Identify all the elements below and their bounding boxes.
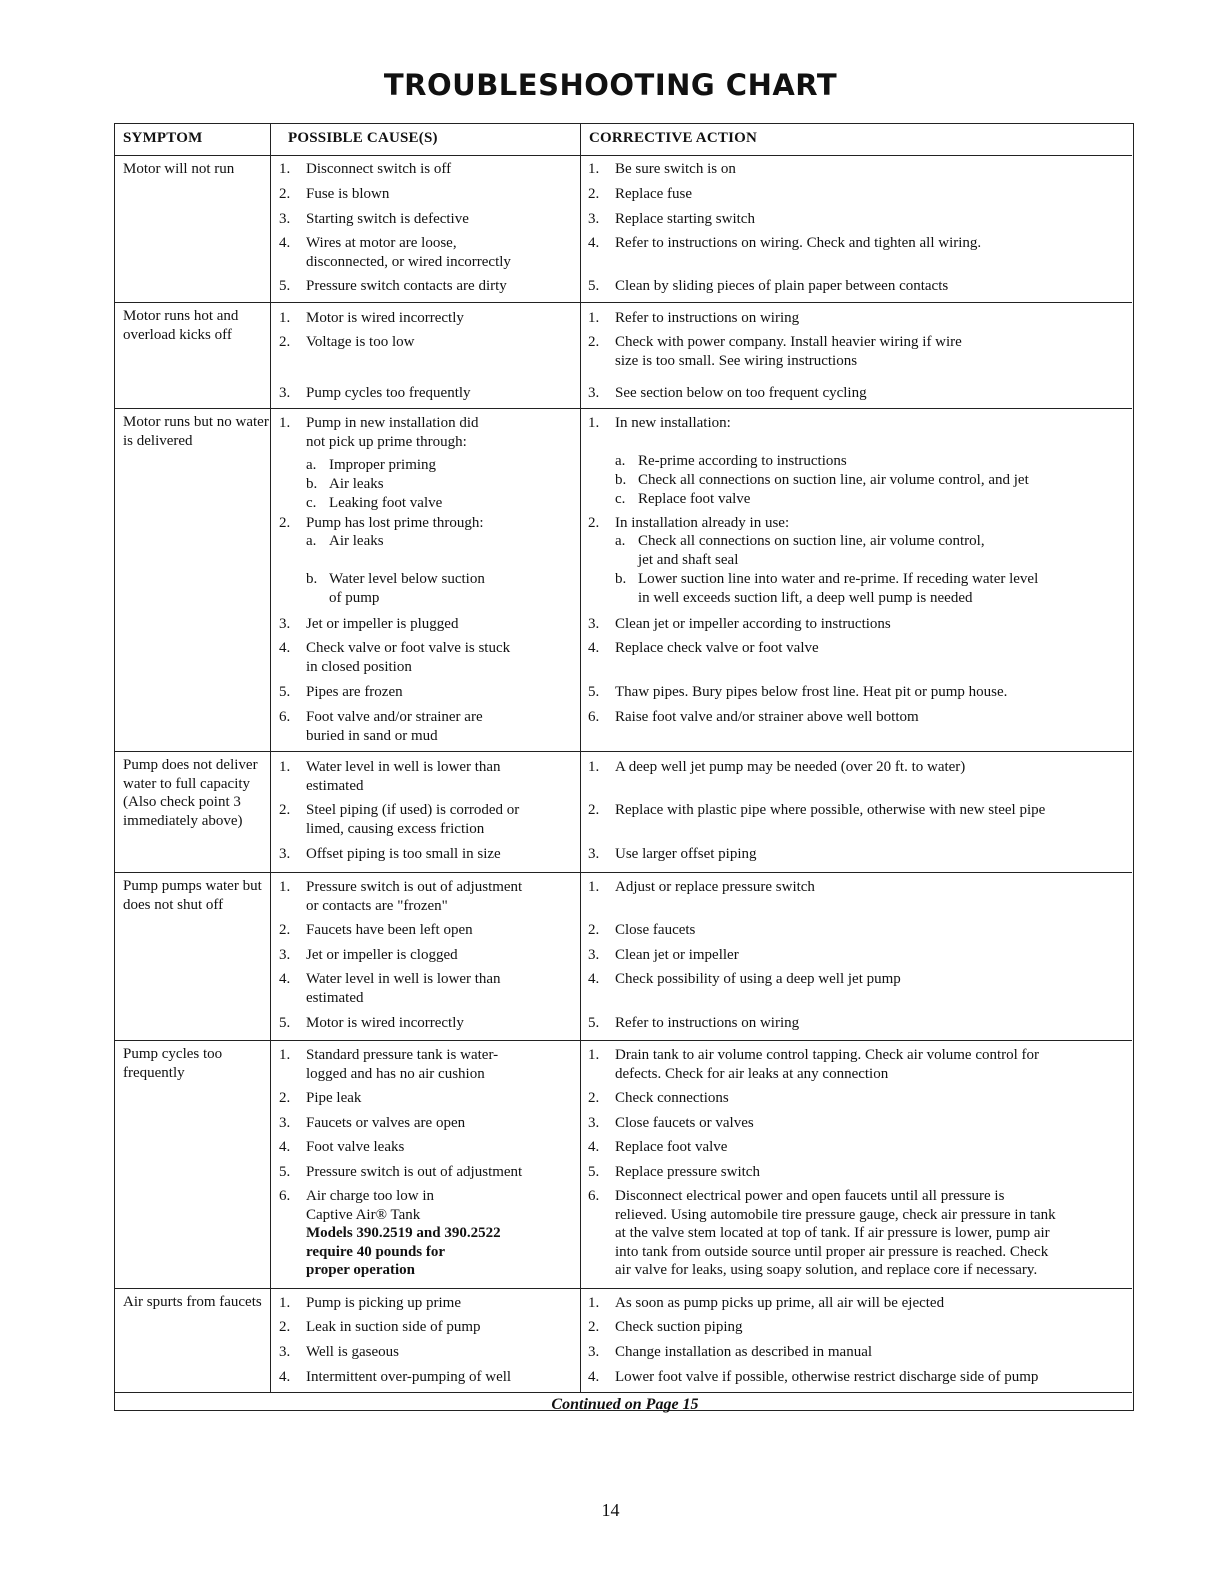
item-number: 6. [279, 709, 291, 725]
item-text: Foot valve leaks [306, 1139, 405, 1155]
item-text: Pressure switch is out of adjustment or contacts are "frozen" [306, 879, 523, 914]
item-text: Check connections [615, 1090, 729, 1106]
item-number: 4. [279, 971, 291, 987]
item-number: 3. [588, 846, 600, 862]
item-number: 1. [588, 1047, 600, 1063]
item-text: See section below on too frequent cycling [615, 385, 867, 401]
item-number: 2. [588, 802, 600, 818]
sub-letter: a. [306, 457, 317, 473]
item-number: 1. [279, 1295, 291, 1311]
sub-text: Improper priming [329, 457, 437, 473]
item-number: 1. [279, 759, 291, 775]
row-divider [115, 408, 1132, 409]
item-number: 6. [588, 1188, 600, 1204]
row-divider [115, 1040, 1132, 1041]
item-number: 3. [279, 385, 291, 401]
item-text: Pressure switch is out of adjustment [306, 1164, 523, 1180]
item-number: 6. [588, 709, 600, 725]
sub-letter: c. [306, 495, 317, 511]
item-text: Air charge too low in Captive Air® Tank [306, 1188, 435, 1223]
symptom-cell: Air spurts from faucets [123, 1294, 262, 1310]
item-number: 4. [588, 1369, 600, 1385]
item-text: Replace check valve or foot valve [615, 640, 819, 656]
item-number: 2. [279, 1319, 291, 1335]
item-number: 5. [279, 278, 291, 294]
item-text: Replace pressure switch [615, 1164, 760, 1180]
item-number: 5. [588, 684, 600, 700]
item-number: 4. [588, 640, 600, 656]
item-text: Pipes are frozen [306, 684, 403, 700]
item-text: Disconnect switch is off [306, 161, 452, 177]
symptom-cell: Pump cycles too frequently [123, 1046, 223, 1081]
item-number: 5. [588, 1015, 600, 1031]
row-divider [115, 302, 1132, 303]
sub-letter: b. [306, 476, 318, 492]
model-note: Models 390.2519 and 390.2522 require 40 pounds for proper operation [306, 1225, 501, 1278]
item-number: 1. [588, 161, 600, 177]
item-text: Pressure switch contacts are dirty [306, 278, 507, 294]
item-number: 1. [279, 161, 291, 177]
item-number: 6. [279, 1188, 291, 1204]
sub-text: Air leaks [329, 533, 384, 549]
item-text: As soon as pump picks up prime, all air will be ejected [615, 1295, 945, 1311]
item-text: Well is gaseous [306, 1344, 399, 1360]
symptom-cell: Pump pumps water but does not shut off [123, 878, 262, 913]
item-text: Close faucets [615, 922, 696, 938]
item-number: 1. [588, 310, 600, 326]
item-text: Foot valve and/or strainer are buried in sand or mud [306, 709, 483, 744]
item-text: Change installation as described in manual [615, 1344, 873, 1360]
item-number: 2. [279, 802, 291, 818]
item-text: Replace fuse [615, 186, 693, 202]
sub-text: Check all connections on suction line, air volume control, and jet [638, 472, 1029, 488]
item-text: Replace starting switch [615, 211, 755, 227]
item-text: In new installation: [615, 415, 731, 431]
item-text: Clean jet or impeller according to instructions [615, 616, 891, 632]
item-number: 2. [588, 334, 600, 350]
item-text: Intermittent over-pumping of well [306, 1369, 512, 1385]
item-text: Steel piping (if used) is corroded or limed, causing excess friction [306, 802, 520, 837]
item-text: Close faucets or valves [615, 1115, 754, 1131]
item-number: 2. [588, 186, 600, 202]
item-number: 4. [279, 1369, 291, 1385]
item-number: 5. [279, 1164, 291, 1180]
row-divider [115, 155, 1132, 156]
item-text: Faucets or valves are open [306, 1115, 466, 1131]
page-title: TROUBLESHOOTING CHART [383, 68, 838, 102]
item-number: 1. [279, 879, 291, 895]
item-text: Pump has lost prime through: [306, 515, 484, 531]
sub-letter: b. [615, 472, 627, 488]
item-text: Raise foot valve and/or strainer above well bottom [615, 709, 919, 725]
item-text: Adjust or replace pressure switch [615, 879, 815, 895]
symptom-cell: Motor runs but no water is delivered [123, 414, 269, 449]
item-number: 2. [588, 1090, 600, 1106]
item-number: 4. [279, 235, 291, 251]
item-text: Motor is wired incorrectly [306, 310, 464, 326]
sub-text: Leaking foot valve [329, 495, 443, 511]
item-text: Pipe leak [306, 1090, 362, 1106]
item-number: 2. [279, 1090, 291, 1106]
item-number: 1. [588, 879, 600, 895]
sub-letter: c. [615, 491, 626, 507]
item-number: 1. [279, 1047, 291, 1063]
item-number: 3. [279, 1115, 291, 1131]
sub-letter: a. [615, 453, 626, 469]
item-number: 3. [588, 211, 600, 227]
header-symptom: SYMPTOM [123, 130, 203, 146]
item-number: 4. [279, 1139, 291, 1155]
sub-letter: a. [615, 533, 626, 549]
item-text: Leak in suction side of pump [306, 1319, 481, 1335]
item-text: In installation already in use: [615, 515, 790, 531]
item-number: 2. [588, 922, 600, 938]
item-text: Check suction piping [615, 1319, 743, 1335]
page-number: 14 [601, 1500, 620, 1520]
troubleshooting-table [114, 123, 1134, 1411]
sub-text: Lower suction line into water and re-prime. If receding water level in well exceeds suction lift, a deep well pump is needed [638, 571, 1039, 606]
item-number: 3. [588, 947, 600, 963]
item-text: Lower foot valve if possible, otherwise restrict discharge side of pump [615, 1369, 1039, 1385]
item-text: Water level in well is lower than estimated [306, 971, 501, 1006]
item-text: Use larger offset piping [615, 846, 757, 862]
sub-text: Re-prime according to instructions [638, 453, 847, 469]
continued-note: Continued on Page 15 [551, 1396, 699, 1413]
item-text: Clean by sliding pieces of plain paper between contacts [615, 278, 949, 294]
item-text: Motor is wired incorrectly [306, 1015, 464, 1031]
item-number: 1. [279, 415, 291, 431]
item-text: Starting switch is defective [306, 211, 469, 227]
sub-text: Check all connections on suction line, air volume control, jet and shaft seal [638, 533, 985, 568]
item-text: A deep well jet pump may be needed (over 20 ft. to water) [615, 759, 966, 775]
sub-text: Replace foot valve [638, 491, 751, 507]
item-text: Check valve or foot valve is stuck in closed position [306, 640, 511, 675]
item-number: 4. [588, 235, 600, 251]
item-number: 2. [588, 515, 600, 531]
item-text: Replace foot valve [615, 1139, 728, 1155]
item-text: Check with power company. Install heavier wiring if wire size is too small. See wiring instructions [615, 334, 962, 369]
item-text: Refer to instructions on wiring [615, 310, 800, 326]
item-text: Pump is picking up prime [306, 1295, 461, 1311]
sub-text: Air leaks [329, 476, 384, 492]
item-text: Faucets have been left open [306, 922, 473, 938]
item-text: Drain tank to air volume control tapping. Check air volume control for defects. Check for air leaks at any connection [615, 1047, 1040, 1082]
item-number: 5. [588, 1164, 600, 1180]
item-number: 2. [588, 1319, 600, 1335]
header-corrective-action: CORRECTIVE ACTION [589, 130, 758, 146]
item-number: 3. [279, 211, 291, 227]
row-divider [115, 1392, 1132, 1393]
item-number: 3. [279, 947, 291, 963]
row-divider [115, 751, 1132, 752]
symptom-cell: Motor will not run [123, 161, 235, 177]
item-number: 3. [279, 1344, 291, 1360]
item-text: Clean jet or impeller [615, 947, 739, 963]
item-text: Wires at motor are loose, disconnected, or wired incorrectly [306, 235, 511, 270]
item-text: Pump cycles too frequently [306, 385, 471, 401]
item-text: Offset piping is too small in size [306, 846, 501, 862]
item-number: 5. [279, 684, 291, 700]
item-number: 1. [279, 310, 291, 326]
item-number: 3. [279, 616, 291, 632]
item-text: Thaw pipes. Bury pipes below frost line. Heat pit or pump house. [615, 684, 1008, 700]
item-number: 5. [279, 1015, 291, 1031]
sub-letter: b. [306, 571, 318, 587]
item-text: Standard pressure tank is water- logged and has no air cushion [306, 1047, 499, 1082]
item-number: 4. [279, 640, 291, 656]
symptom-cell: Motor runs hot and overload kicks off [123, 308, 239, 343]
item-text: Pump in new installation did not pick up prime through: [306, 415, 479, 450]
item-text: Fuse is blown [306, 186, 390, 202]
item-number: 3. [588, 1115, 600, 1131]
item-number: 3. [588, 616, 600, 632]
row-divider [115, 1288, 1132, 1289]
item-number: 2. [279, 922, 291, 938]
item-number: 2. [279, 515, 291, 531]
item-text: Refer to instructions on wiring. Check and tighten all wiring. [615, 235, 982, 251]
item-text: Jet or impeller is plugged [306, 616, 459, 632]
item-number: 2. [279, 334, 291, 350]
item-number: 1. [588, 415, 600, 431]
column-divider [270, 124, 271, 1392]
item-text: Water level in well is lower than estimated [306, 759, 501, 794]
item-number: 1. [588, 759, 600, 775]
sub-text: Water level below suction of pump [329, 571, 485, 606]
symptom-cell: Pump does not deliver water to full capacity (Also check point 3 immediately above) [123, 757, 258, 829]
row-divider [115, 872, 1132, 873]
sub-letter: a. [306, 533, 317, 549]
item-text: Voltage is too low [306, 334, 415, 350]
item-text: Be sure switch is on [615, 161, 736, 177]
item-text: Replace with plastic pipe where possible, otherwise with new steel pipe [615, 802, 1046, 818]
item-number: 5. [588, 278, 600, 294]
item-text: Check possibility of using a deep well jet pump [615, 971, 901, 987]
item-text: Refer to instructions on wiring [615, 1015, 800, 1031]
item-number: 4. [588, 1139, 600, 1155]
header-possible-causes: POSSIBLE CAUSE(S) [288, 130, 438, 146]
item-number: 3. [588, 385, 600, 401]
item-number: 3. [588, 1344, 600, 1360]
item-number: 4. [588, 971, 600, 987]
column-divider [580, 124, 581, 1392]
sub-letter: b. [615, 571, 627, 587]
item-number: 3. [279, 846, 291, 862]
item-number: 2. [279, 186, 291, 202]
item-text: Disconnect electrical power and open faucets until all pressure is relieved. Using automobile tire pressure gauge, check air pressure in tank at the valve stem located at top of tank. If air pressure is lower, pump air into tank from outside source until proper air pressure is reached. Check air valve for leaks, using soapy solution, and replace core if necessary. [615, 1188, 1056, 1278]
item-text: Jet or impeller is clogged [306, 947, 458, 963]
item-number: 1. [588, 1295, 600, 1311]
